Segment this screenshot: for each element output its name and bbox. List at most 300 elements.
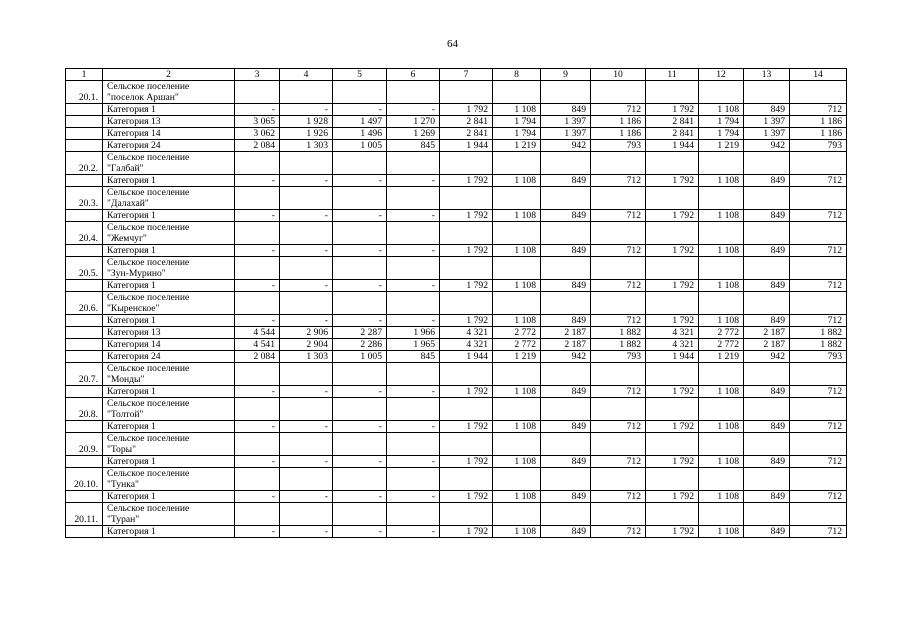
empty-cell bbox=[440, 468, 493, 491]
table-header-row bbox=[66, 69, 847, 81]
empty-cell bbox=[541, 292, 591, 315]
section-name-line: "Туран" bbox=[107, 514, 140, 525]
value-cell: 1 108 bbox=[493, 491, 541, 503]
empty-cell bbox=[699, 187, 744, 210]
value-cell: 1 397 bbox=[541, 128, 591, 140]
value-cell: - bbox=[235, 175, 280, 187]
category-label: Категория 1 bbox=[103, 526, 235, 538]
empty-cell bbox=[333, 363, 387, 386]
value-cell: 942 bbox=[744, 351, 790, 363]
empty-cell bbox=[790, 152, 847, 175]
value-cell: - bbox=[280, 491, 333, 503]
empty-cell bbox=[493, 187, 541, 210]
value-cell: 1 186 bbox=[591, 116, 646, 128]
empty-cell bbox=[66, 245, 103, 257]
empty-cell bbox=[699, 503, 744, 526]
value-cell: 2 841 bbox=[440, 128, 493, 140]
category-label: Категория 24 bbox=[103, 140, 235, 152]
section-number: 20.4. bbox=[66, 222, 103, 245]
empty-cell bbox=[790, 222, 847, 245]
empty-cell bbox=[790, 81, 847, 104]
empty-cell bbox=[66, 116, 103, 128]
empty-cell bbox=[744, 81, 790, 104]
section-number: 20.7. bbox=[66, 363, 103, 386]
empty-cell bbox=[744, 187, 790, 210]
value-cell: 3 065 bbox=[235, 116, 280, 128]
category-label: Категория 1 bbox=[103, 175, 235, 187]
category-label: Категория 1 bbox=[103, 104, 235, 116]
value-cell: 1 108 bbox=[699, 245, 744, 257]
value-cell: 849 bbox=[744, 421, 790, 433]
column-header: 11 bbox=[646, 69, 699, 81]
empty-cell bbox=[541, 222, 591, 245]
value-cell: 849 bbox=[541, 280, 591, 292]
value-cell: 1 397 bbox=[744, 116, 790, 128]
value-cell: 1 108 bbox=[493, 526, 541, 538]
value-cell: - bbox=[387, 456, 440, 468]
empty-cell bbox=[493, 503, 541, 526]
value-cell: - bbox=[333, 245, 387, 257]
empty-cell bbox=[646, 363, 699, 386]
section-name-line: "Торы" bbox=[107, 444, 137, 455]
value-cell: 1 792 bbox=[440, 280, 493, 292]
empty-cell bbox=[744, 398, 790, 421]
value-cell: 4 321 bbox=[440, 327, 493, 339]
table-row bbox=[66, 456, 847, 468]
value-cell: 712 bbox=[790, 421, 847, 433]
empty-cell bbox=[280, 292, 333, 315]
value-cell: - bbox=[280, 175, 333, 187]
value-cell: 849 bbox=[541, 104, 591, 116]
empty-cell bbox=[541, 468, 591, 491]
section-name-line: Сельское поселение bbox=[107, 222, 190, 233]
empty-cell bbox=[493, 222, 541, 245]
table-row bbox=[66, 280, 847, 292]
empty-cell bbox=[440, 81, 493, 104]
value-cell: 712 bbox=[790, 175, 847, 187]
value-cell: 849 bbox=[744, 526, 790, 538]
value-cell: 1 792 bbox=[646, 315, 699, 327]
value-cell: - bbox=[235, 315, 280, 327]
value-cell: 712 bbox=[591, 104, 646, 116]
value-cell: 1 794 bbox=[699, 128, 744, 140]
section-name-line: "поселок Аршан" bbox=[107, 92, 179, 103]
section-number: 20.6. bbox=[66, 292, 103, 315]
value-cell: 1 397 bbox=[541, 116, 591, 128]
table-row bbox=[66, 245, 847, 257]
value-cell: 1 303 bbox=[280, 351, 333, 363]
value-cell: 1 792 bbox=[440, 175, 493, 187]
value-cell: 1 397 bbox=[744, 128, 790, 140]
value-cell: 942 bbox=[744, 140, 790, 152]
section-row bbox=[66, 222, 847, 245]
value-cell: - bbox=[235, 456, 280, 468]
column-header: 6 bbox=[387, 69, 440, 81]
empty-cell bbox=[790, 468, 847, 491]
empty-cell bbox=[333, 433, 387, 456]
empty-cell bbox=[280, 152, 333, 175]
empty-cell bbox=[541, 187, 591, 210]
empty-cell bbox=[493, 152, 541, 175]
section-row bbox=[66, 398, 847, 421]
empty-cell bbox=[235, 187, 280, 210]
value-cell: 1 108 bbox=[493, 421, 541, 433]
empty-cell bbox=[235, 433, 280, 456]
empty-cell bbox=[541, 81, 591, 104]
value-cell: 849 bbox=[744, 245, 790, 257]
section-row bbox=[66, 257, 847, 280]
value-cell: 2 084 bbox=[235, 351, 280, 363]
value-cell: 1 497 bbox=[333, 116, 387, 128]
empty-cell bbox=[280, 257, 333, 280]
value-cell: 1 108 bbox=[699, 526, 744, 538]
table-row bbox=[66, 315, 847, 327]
section-row bbox=[66, 187, 847, 210]
section-row bbox=[66, 363, 847, 386]
value-cell: 1 792 bbox=[440, 421, 493, 433]
value-cell: - bbox=[333, 315, 387, 327]
empty-cell bbox=[387, 152, 440, 175]
value-cell: - bbox=[333, 175, 387, 187]
empty-cell bbox=[790, 363, 847, 386]
section-name bbox=[103, 363, 235, 386]
empty-cell bbox=[235, 398, 280, 421]
value-cell: 2 841 bbox=[646, 128, 699, 140]
value-cell: 1 792 bbox=[440, 104, 493, 116]
value-cell: 849 bbox=[744, 210, 790, 222]
value-cell: - bbox=[387, 175, 440, 187]
empty-cell bbox=[541, 257, 591, 280]
value-cell: 1 270 bbox=[387, 116, 440, 128]
empty-cell bbox=[333, 398, 387, 421]
value-cell: 712 bbox=[790, 245, 847, 257]
value-cell: 1 794 bbox=[699, 116, 744, 128]
value-cell: - bbox=[235, 104, 280, 116]
empty-cell bbox=[493, 257, 541, 280]
value-cell: - bbox=[280, 210, 333, 222]
value-cell: 712 bbox=[591, 386, 646, 398]
value-cell: 2 084 bbox=[235, 140, 280, 152]
value-cell: 4 541 bbox=[235, 339, 280, 351]
category-label: Категория 1 bbox=[103, 315, 235, 327]
section-number: 20.2. bbox=[66, 152, 103, 175]
empty-cell bbox=[790, 187, 847, 210]
value-cell: 1 792 bbox=[646, 210, 699, 222]
value-cell: 849 bbox=[541, 245, 591, 257]
empty-cell bbox=[493, 363, 541, 386]
value-cell: 712 bbox=[591, 245, 646, 257]
value-cell: - bbox=[280, 386, 333, 398]
empty-cell bbox=[440, 398, 493, 421]
value-cell: 712 bbox=[790, 104, 847, 116]
value-cell: 712 bbox=[790, 526, 847, 538]
column-header: 13 bbox=[744, 69, 790, 81]
value-cell: 1 108 bbox=[493, 386, 541, 398]
section-name-line: "Тунка" bbox=[107, 479, 139, 490]
empty-cell bbox=[493, 398, 541, 421]
empty-cell bbox=[646, 292, 699, 315]
value-cell: - bbox=[280, 526, 333, 538]
empty-cell bbox=[591, 363, 646, 386]
value-cell: 942 bbox=[541, 140, 591, 152]
empty-cell bbox=[235, 503, 280, 526]
value-cell: 849 bbox=[541, 315, 591, 327]
empty-cell bbox=[699, 81, 744, 104]
value-cell: - bbox=[280, 456, 333, 468]
value-cell: 1 928 bbox=[280, 116, 333, 128]
empty-cell bbox=[440, 187, 493, 210]
value-cell: 4 321 bbox=[440, 339, 493, 351]
section-row bbox=[66, 152, 847, 175]
empty-cell bbox=[744, 257, 790, 280]
empty-cell bbox=[440, 503, 493, 526]
empty-cell bbox=[790, 257, 847, 280]
value-cell: 712 bbox=[591, 491, 646, 503]
empty-cell bbox=[387, 503, 440, 526]
value-cell: 1 792 bbox=[646, 280, 699, 292]
empty-cell bbox=[541, 398, 591, 421]
value-cell: 1 219 bbox=[699, 140, 744, 152]
value-cell: - bbox=[387, 245, 440, 257]
value-cell: 4 321 bbox=[646, 327, 699, 339]
value-cell: - bbox=[387, 386, 440, 398]
empty-cell bbox=[387, 433, 440, 456]
empty-cell bbox=[333, 292, 387, 315]
column-header: 4 bbox=[280, 69, 333, 81]
empty-cell bbox=[387, 363, 440, 386]
empty-cell bbox=[591, 398, 646, 421]
empty-cell bbox=[235, 468, 280, 491]
section-name-line: Сельское поселение bbox=[107, 81, 190, 92]
value-cell: 793 bbox=[591, 140, 646, 152]
value-cell: 845 bbox=[387, 140, 440, 152]
value-cell: 1 944 bbox=[646, 351, 699, 363]
empty-cell bbox=[333, 222, 387, 245]
value-cell: 2 187 bbox=[744, 327, 790, 339]
category-label: Категория 1 bbox=[103, 245, 235, 257]
empty-cell bbox=[493, 292, 541, 315]
column-header: 1 bbox=[66, 69, 103, 81]
empty-cell bbox=[646, 398, 699, 421]
value-cell: 1 792 bbox=[440, 526, 493, 538]
section-name-line: "Толтой" bbox=[107, 409, 144, 420]
value-cell: - bbox=[280, 104, 333, 116]
value-cell: - bbox=[333, 280, 387, 292]
value-cell: 942 bbox=[541, 351, 591, 363]
category-label: Категория 1 bbox=[103, 491, 235, 503]
empty-cell bbox=[235, 222, 280, 245]
value-cell: 1 005 bbox=[333, 140, 387, 152]
value-cell: 1 186 bbox=[790, 116, 847, 128]
category-label: Категория 13 bbox=[103, 327, 235, 339]
empty-cell bbox=[280, 398, 333, 421]
empty-cell bbox=[646, 187, 699, 210]
value-cell: - bbox=[387, 526, 440, 538]
value-cell: 2 841 bbox=[440, 116, 493, 128]
empty-cell bbox=[699, 363, 744, 386]
value-cell: 1 186 bbox=[790, 128, 847, 140]
table-row bbox=[66, 386, 847, 398]
value-cell: - bbox=[387, 315, 440, 327]
table-row bbox=[66, 339, 847, 351]
table-row bbox=[66, 526, 847, 538]
empty-cell bbox=[591, 503, 646, 526]
value-cell: - bbox=[333, 104, 387, 116]
value-cell: - bbox=[280, 421, 333, 433]
value-cell: 1 794 bbox=[493, 116, 541, 128]
table-row bbox=[66, 327, 847, 339]
section-name-line: Сельское поселение bbox=[107, 152, 190, 163]
empty-cell bbox=[280, 433, 333, 456]
value-cell: 1 944 bbox=[440, 351, 493, 363]
value-cell: 1 108 bbox=[699, 175, 744, 187]
value-cell: 1 792 bbox=[440, 386, 493, 398]
empty-cell bbox=[591, 187, 646, 210]
empty-cell bbox=[280, 468, 333, 491]
table-row bbox=[66, 104, 847, 116]
section-name-line: Сельское поселение bbox=[107, 363, 190, 374]
empty-cell bbox=[333, 257, 387, 280]
value-cell: 1 108 bbox=[493, 210, 541, 222]
empty-cell bbox=[66, 128, 103, 140]
empty-cell bbox=[440, 222, 493, 245]
table-row bbox=[66, 421, 847, 433]
table-row bbox=[66, 140, 847, 152]
value-cell: 4 321 bbox=[646, 339, 699, 351]
empty-cell bbox=[541, 363, 591, 386]
category-label: Категория 24 bbox=[103, 351, 235, 363]
empty-cell bbox=[591, 81, 646, 104]
table-row bbox=[66, 491, 847, 503]
empty-cell bbox=[541, 433, 591, 456]
value-cell: - bbox=[280, 280, 333, 292]
value-cell: 1 792 bbox=[646, 526, 699, 538]
empty-cell bbox=[66, 421, 103, 433]
empty-cell bbox=[493, 81, 541, 104]
empty-cell bbox=[333, 81, 387, 104]
value-cell: 1 965 bbox=[387, 339, 440, 351]
value-cell: 712 bbox=[790, 491, 847, 503]
column-header: 14 bbox=[790, 69, 847, 81]
empty-cell bbox=[66, 339, 103, 351]
value-cell: 849 bbox=[541, 421, 591, 433]
section-name bbox=[103, 152, 235, 175]
empty-cell bbox=[591, 468, 646, 491]
value-cell: 1 792 bbox=[646, 386, 699, 398]
category-label: Категория 1 bbox=[103, 421, 235, 433]
value-cell: 1 108 bbox=[699, 491, 744, 503]
section-name-line: "Далахай" bbox=[107, 198, 149, 209]
value-cell: 712 bbox=[591, 526, 646, 538]
value-cell: 1 926 bbox=[280, 128, 333, 140]
section-row bbox=[66, 433, 847, 456]
value-cell: 1 792 bbox=[440, 315, 493, 327]
value-cell: - bbox=[333, 210, 387, 222]
empty-cell bbox=[387, 468, 440, 491]
empty-cell bbox=[280, 187, 333, 210]
table-row bbox=[66, 351, 847, 363]
empty-cell bbox=[280, 222, 333, 245]
empty-cell bbox=[541, 152, 591, 175]
empty-cell bbox=[333, 187, 387, 210]
empty-cell bbox=[699, 292, 744, 315]
value-cell: 1 496 bbox=[333, 128, 387, 140]
value-cell: 849 bbox=[541, 526, 591, 538]
section-name-line: Сельское поселение bbox=[107, 292, 190, 303]
empty-cell bbox=[440, 257, 493, 280]
value-cell: - bbox=[235, 526, 280, 538]
empty-cell bbox=[646, 152, 699, 175]
section-name-line: "Галбай" bbox=[107, 163, 144, 174]
value-cell: 1 108 bbox=[699, 386, 744, 398]
empty-cell bbox=[387, 292, 440, 315]
section-name bbox=[103, 257, 235, 280]
value-cell: 849 bbox=[541, 456, 591, 468]
section-name-line: "Жемчуг" bbox=[107, 233, 147, 244]
column-header: 3 bbox=[235, 69, 280, 81]
value-cell: 849 bbox=[541, 491, 591, 503]
empty-cell bbox=[790, 433, 847, 456]
section-number: 20.5. bbox=[66, 257, 103, 280]
table-row bbox=[66, 210, 847, 222]
value-cell: 712 bbox=[591, 315, 646, 327]
section-name-line: Сельское поселение bbox=[107, 257, 190, 268]
value-cell: 712 bbox=[790, 386, 847, 398]
value-cell: - bbox=[280, 245, 333, 257]
value-cell: - bbox=[387, 491, 440, 503]
empty-cell bbox=[66, 491, 103, 503]
value-cell: - bbox=[387, 104, 440, 116]
value-cell: 2 906 bbox=[280, 327, 333, 339]
value-cell: - bbox=[387, 280, 440, 292]
table-row bbox=[66, 175, 847, 187]
value-cell: 1 794 bbox=[493, 128, 541, 140]
empty-cell bbox=[699, 433, 744, 456]
section-number: 20.9. bbox=[66, 433, 103, 456]
empty-cell bbox=[333, 152, 387, 175]
value-cell: 712 bbox=[591, 421, 646, 433]
value-cell: 849 bbox=[744, 456, 790, 468]
empty-cell bbox=[333, 503, 387, 526]
value-cell: 1 792 bbox=[646, 245, 699, 257]
section-number: 20.8. bbox=[66, 398, 103, 421]
empty-cell bbox=[790, 292, 847, 315]
value-cell: 849 bbox=[744, 315, 790, 327]
section-row bbox=[66, 468, 847, 491]
value-cell: 793 bbox=[591, 351, 646, 363]
value-cell: 849 bbox=[541, 386, 591, 398]
empty-cell bbox=[790, 398, 847, 421]
section-number: 20.11. bbox=[66, 503, 103, 526]
value-cell: 849 bbox=[541, 175, 591, 187]
empty-cell bbox=[699, 398, 744, 421]
value-cell: 1 108 bbox=[493, 245, 541, 257]
empty-cell bbox=[591, 152, 646, 175]
value-cell: 1 186 bbox=[591, 128, 646, 140]
value-cell: 1 966 bbox=[387, 327, 440, 339]
value-cell: 2 841 bbox=[646, 116, 699, 128]
empty-cell bbox=[591, 257, 646, 280]
value-cell: - bbox=[235, 245, 280, 257]
value-cell: 849 bbox=[744, 386, 790, 398]
empty-cell bbox=[66, 315, 103, 327]
section-name-line: Сельское поселение bbox=[107, 433, 190, 444]
empty-cell bbox=[744, 468, 790, 491]
value-cell: 1 108 bbox=[699, 104, 744, 116]
empty-cell bbox=[440, 363, 493, 386]
value-cell: 712 bbox=[790, 456, 847, 468]
value-cell: 1 792 bbox=[440, 456, 493, 468]
